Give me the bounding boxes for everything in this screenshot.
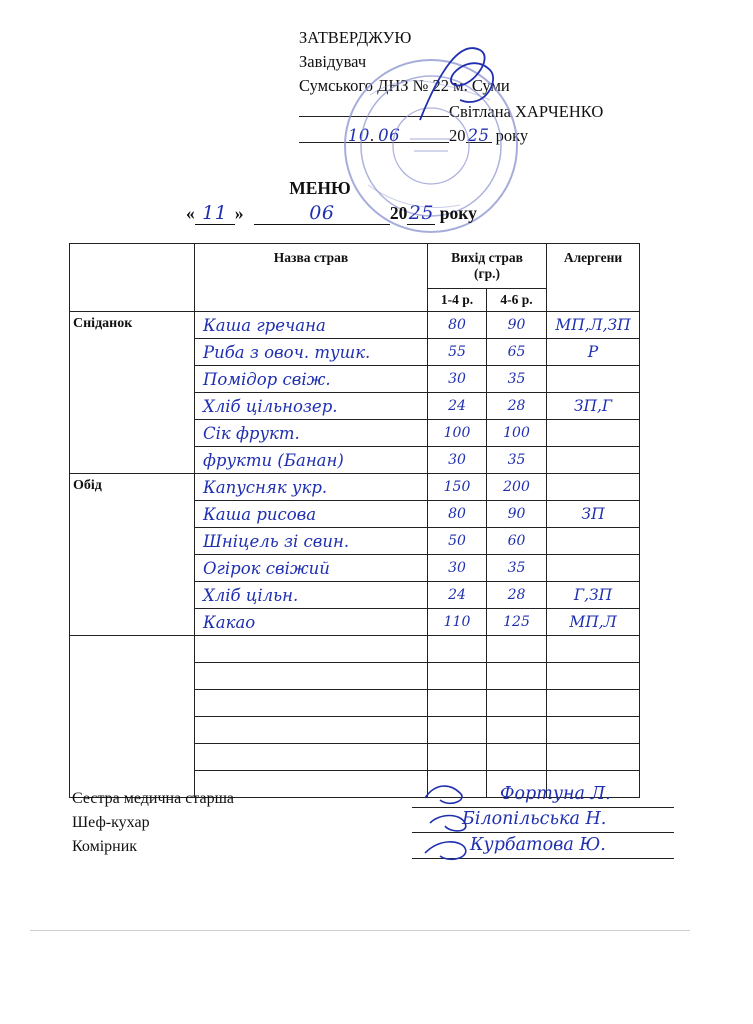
allergens bbox=[547, 366, 640, 393]
portion-4-6: 90 bbox=[487, 312, 547, 339]
header-allergens: Алергени bbox=[547, 244, 640, 312]
quote-open: « bbox=[186, 203, 195, 223]
portion-1-4: 50 bbox=[428, 528, 487, 555]
dish-name: фрукти (Банан) bbox=[195, 447, 428, 474]
header-age-1-4: 1-4 р. bbox=[428, 289, 487, 312]
dish-name: Помідор свіж. bbox=[195, 366, 428, 393]
approval-year-word: року bbox=[495, 126, 529, 145]
portion-1-4: 55 bbox=[428, 339, 487, 366]
menu-month: 06 bbox=[309, 202, 335, 224]
portion-1-4: 30 bbox=[428, 447, 487, 474]
portion-4-6: 35 bbox=[487, 555, 547, 582]
portion-1-4: 24 bbox=[428, 393, 487, 420]
dish-name: Капусняк укр. bbox=[195, 474, 428, 501]
portion-4-6: 28 bbox=[487, 393, 547, 420]
portion-1-4: 30 bbox=[428, 555, 487, 582]
empty-row bbox=[70, 636, 640, 663]
sig-name-chef: Білопільська Н. bbox=[462, 809, 607, 829]
allergens bbox=[547, 420, 640, 447]
portion-1-4: 150 bbox=[428, 474, 487, 501]
meal-breakfast: Сніданок bbox=[70, 312, 195, 474]
approval-day: 10 bbox=[347, 126, 370, 145]
approval-date-line: 10. 06 20 25 року bbox=[299, 124, 603, 148]
menu-year-suffix: 25 bbox=[408, 202, 434, 224]
bottom-divider bbox=[30, 930, 690, 931]
allergens: ЗП,Г bbox=[547, 393, 640, 420]
header-age-4-6: 4-6 р. bbox=[487, 289, 547, 312]
portion-1-4: 24 bbox=[428, 582, 487, 609]
sig-name-storekeeper: Курбатова Ю. bbox=[470, 835, 606, 855]
allergens bbox=[547, 528, 640, 555]
portion-4-6: 125 bbox=[487, 609, 547, 636]
approval-position: Завідувач bbox=[299, 52, 367, 71]
dish-name: Риба з овоч. тушк. bbox=[195, 339, 428, 366]
empty-meal-cell bbox=[70, 636, 195, 798]
signatures-block bbox=[72, 787, 234, 859]
allergens: Г,ЗП bbox=[547, 582, 640, 609]
approval-title: ЗАТВЕРДЖУЮ bbox=[299, 28, 412, 47]
head-name: Світлана ХАРЧЕНКО bbox=[449, 102, 604, 121]
allergens: МП,Л bbox=[547, 609, 640, 636]
header-output: Вихід страв (гр.) bbox=[428, 244, 547, 289]
head-signature-scribble bbox=[400, 30, 510, 130]
portion-4-6: 200 bbox=[487, 474, 547, 501]
sig-role-chef: Шеф-кухар bbox=[72, 814, 150, 831]
table-row bbox=[70, 474, 640, 501]
menu-date bbox=[186, 202, 477, 225]
dish-name: Огірок свіжий bbox=[195, 555, 428, 582]
portion-4-6: 65 bbox=[487, 339, 547, 366]
portion-1-4: 80 bbox=[428, 312, 487, 339]
approval-year-suffix: 25 bbox=[467, 126, 490, 145]
portion-4-6: 35 bbox=[487, 447, 547, 474]
dish-name: Хліб цільн. bbox=[195, 582, 428, 609]
allergens bbox=[547, 555, 640, 582]
allergens bbox=[547, 474, 640, 501]
portion-4-6: 90 bbox=[487, 501, 547, 528]
portion-4-6: 28 bbox=[487, 582, 547, 609]
allergens bbox=[547, 447, 640, 474]
dish-name: Хліб цільнозер. bbox=[195, 393, 428, 420]
meal-lunch: Обід bbox=[70, 474, 195, 636]
menu-year-word: року bbox=[439, 203, 477, 223]
header-meal-empty bbox=[70, 244, 195, 312]
dish-name: Каша гречана bbox=[195, 312, 428, 339]
portion-1-4: 80 bbox=[428, 501, 487, 528]
dish-name: Шніцель зі свин. bbox=[195, 528, 428, 555]
dish-name: Какао bbox=[195, 609, 428, 636]
portion-4-6: 60 bbox=[487, 528, 547, 555]
menu-year-prefix: 20 bbox=[389, 203, 408, 223]
approval-institution: Сумського ДНЗ № 22 м. Суми bbox=[299, 76, 510, 95]
sig-name-nurse: Фортуна Л. bbox=[500, 784, 611, 804]
menu-title: МЕНЮ bbox=[289, 178, 351, 198]
portion-4-6: 35 bbox=[487, 366, 547, 393]
table-row bbox=[70, 312, 640, 339]
quote-close: » bbox=[234, 203, 244, 223]
dish-name: Сік фрукт. bbox=[195, 420, 428, 447]
dish-name: Каша рисова bbox=[195, 501, 428, 528]
menu-day: 11 bbox=[202, 202, 228, 224]
allergens: МП,Л,ЗП bbox=[547, 312, 640, 339]
sig-role-nurse: Сестра медична старша bbox=[72, 790, 234, 807]
portion-4-6: 100 bbox=[487, 420, 547, 447]
allergens: ЗП bbox=[547, 501, 640, 528]
sig-scribbles bbox=[420, 778, 490, 868]
menu-table bbox=[69, 243, 640, 798]
sig-role-storekeeper: Комірник bbox=[72, 838, 138, 855]
approval-year-prefix: 20 bbox=[449, 126, 466, 145]
portion-1-4: 100 bbox=[428, 420, 487, 447]
approval-month: 06 bbox=[378, 126, 401, 145]
portion-1-4: 30 bbox=[428, 366, 487, 393]
header-dish: Назва страв bbox=[195, 244, 428, 312]
portion-1-4: 110 bbox=[428, 609, 487, 636]
allergens: Р bbox=[547, 339, 640, 366]
